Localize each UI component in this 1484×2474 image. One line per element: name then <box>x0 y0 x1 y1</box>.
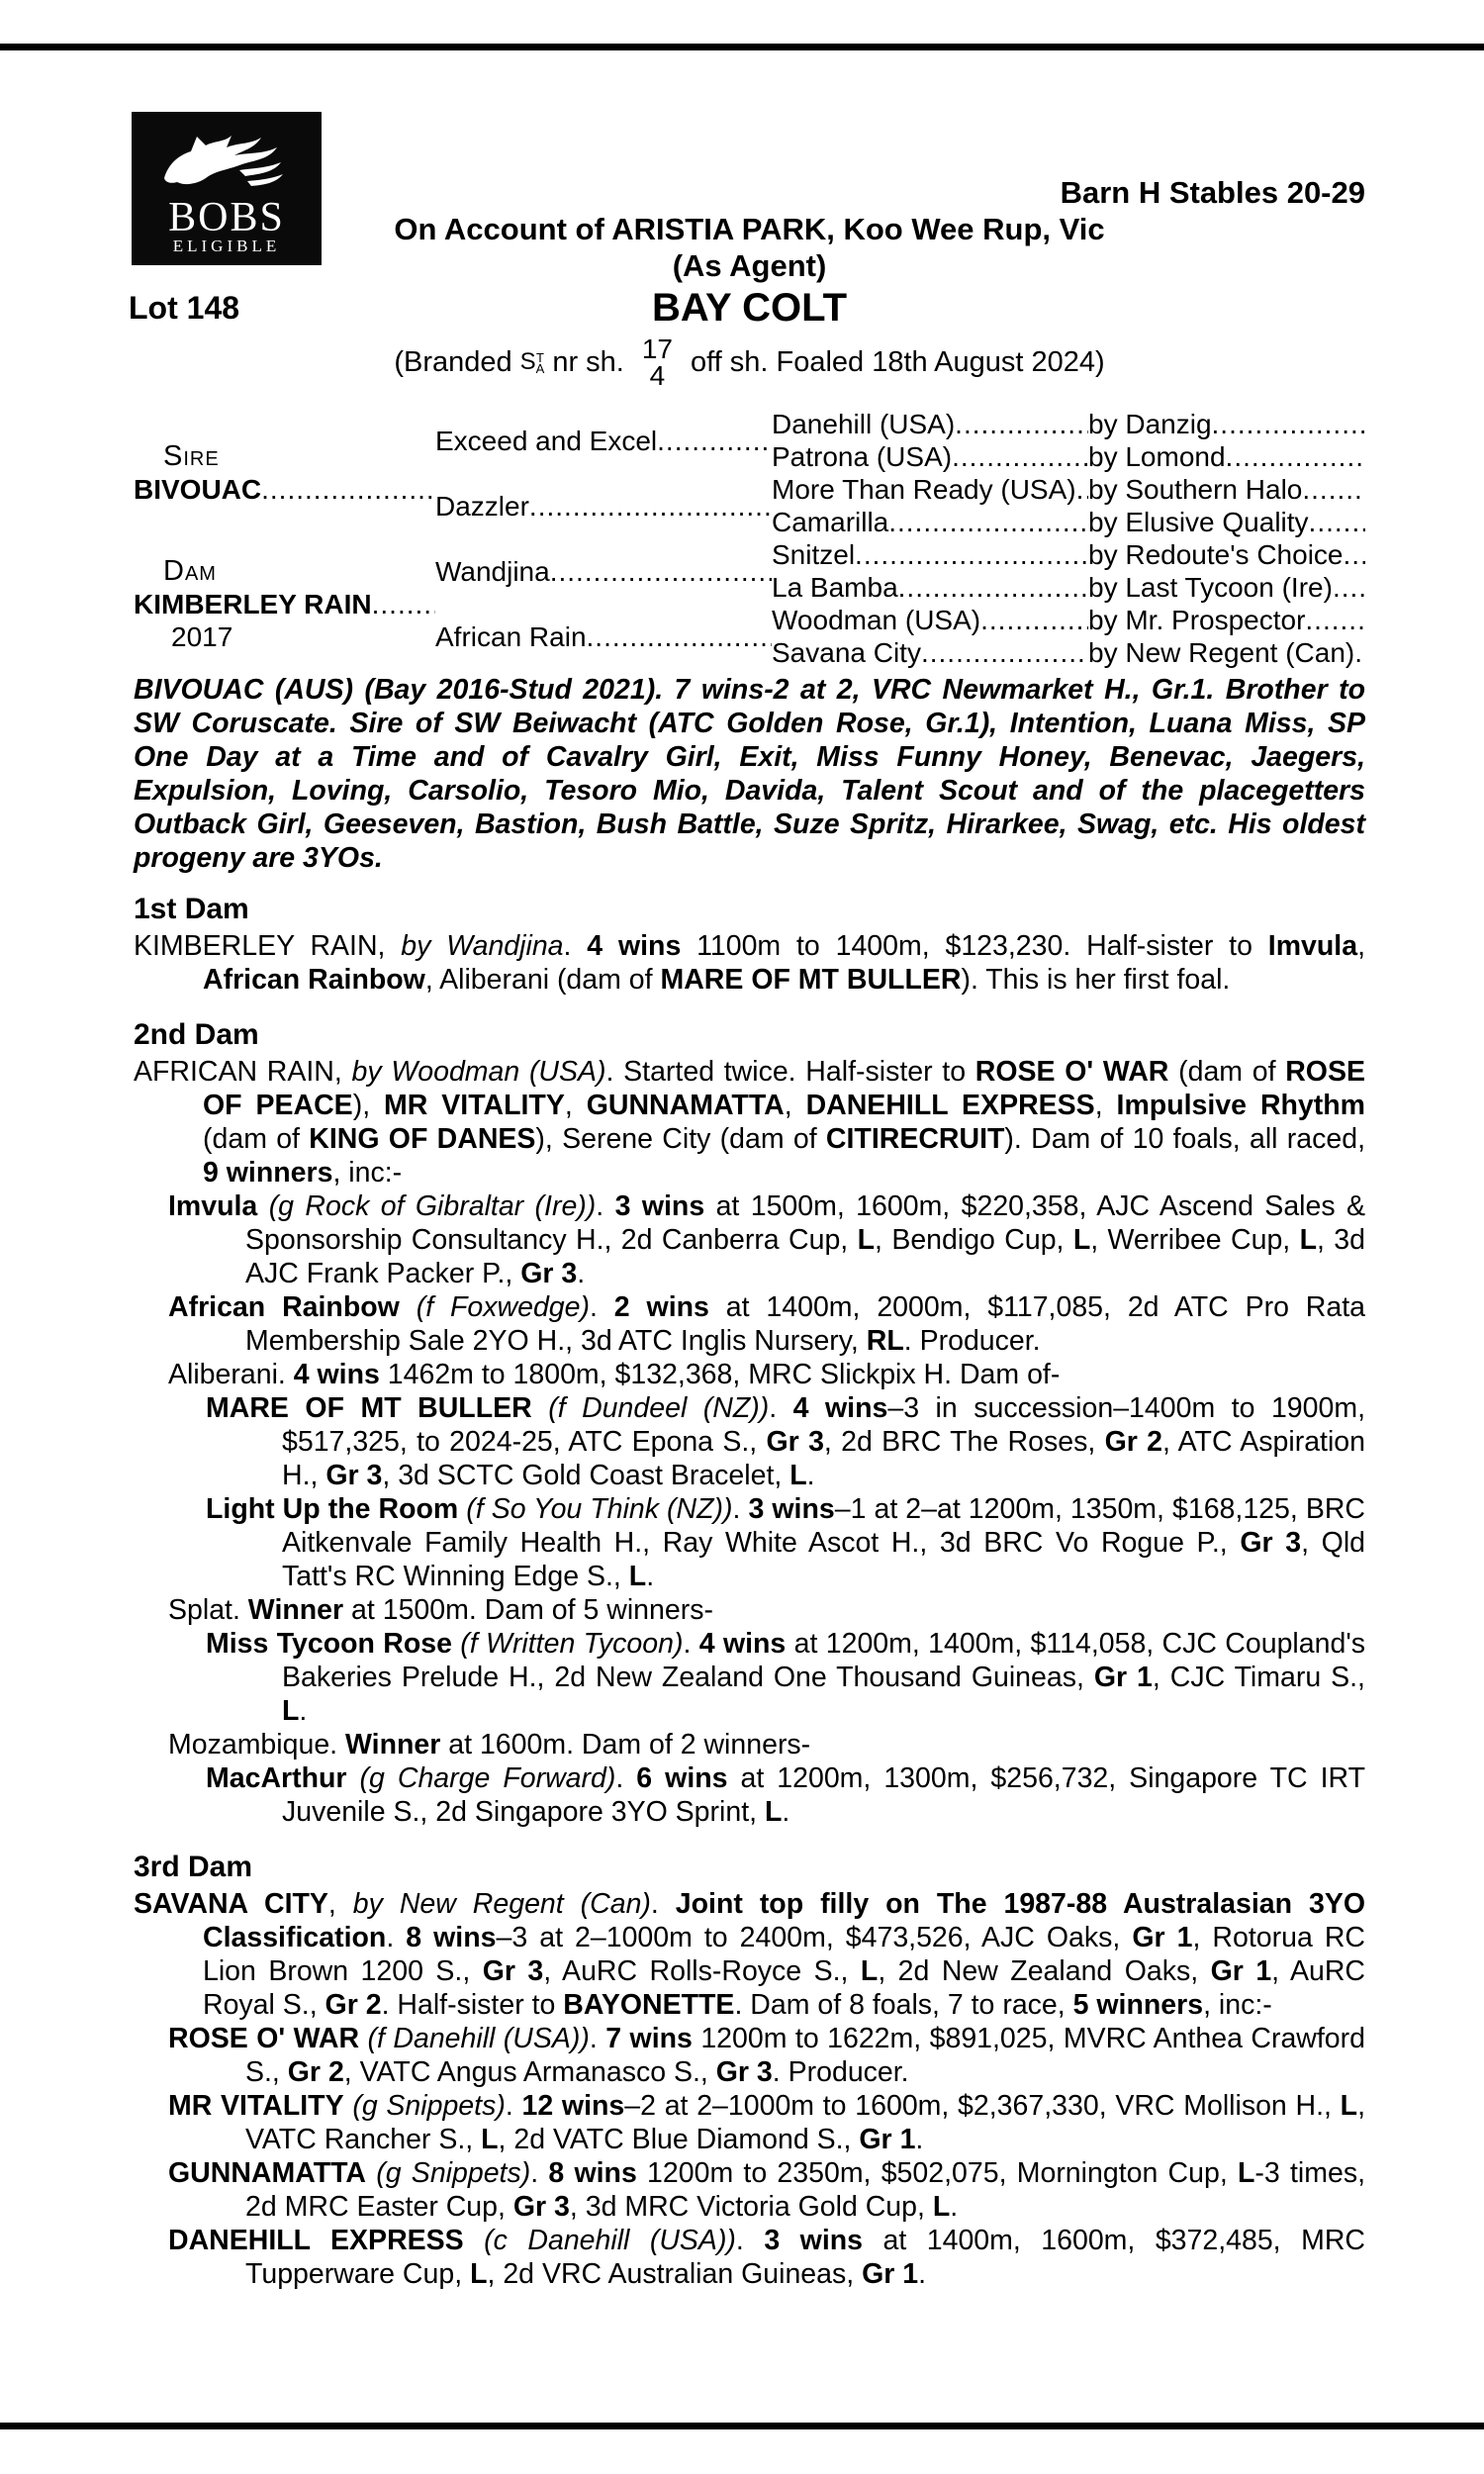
dot-leader <box>1354 636 1365 669</box>
text-segment: -3 times, 2d MRC Easter Cup, <box>245 2157 1365 2223</box>
text-segment: ), Serene City (dam of <box>535 1123 826 1155</box>
text-segment: SAVANA CITY <box>134 1888 328 1920</box>
text-segment: L <box>282 1695 300 1727</box>
text-segment: , Qld Tatt's RC Winning Edge S., <box>282 1527 1366 1592</box>
text-segment <box>464 2225 484 2256</box>
text-segment: 3 wins <box>764 2225 864 2256</box>
text-segment <box>359 2023 367 2054</box>
text-segment: Joint top filly on The 1987-88 Australasian 3YO Classification <box>203 1888 1366 1953</box>
text-segment: , Bendigo Cup, <box>875 1224 1073 1256</box>
text-segment: (f Written Tycoon) <box>460 1628 684 1660</box>
pedigree-paragraph <box>134 1728 1365 1761</box>
text-segment: MR VITALITY <box>168 2090 344 2122</box>
branded-mid: nr sh. <box>552 345 624 378</box>
text-segment: Gr 1 <box>862 2258 919 2290</box>
bobs-logo-text: BOBS <box>168 195 285 240</box>
text-segment: Gr 1 <box>1210 1955 1272 1987</box>
text-segment: , ATC Aspiration H., <box>282 1426 1365 1491</box>
text-segment: 4 wins <box>587 930 682 962</box>
pedigree-grandparent <box>772 538 1088 571</box>
dot-leader <box>1344 538 1366 571</box>
text-segment: , <box>564 1090 587 1121</box>
text-segment: . <box>299 1695 308 1727</box>
dam-block <box>134 538 435 669</box>
text-segment: , AuRC Royal S., <box>203 1955 1365 2021</box>
text-segment: 8 wins <box>548 2157 637 2189</box>
text-segment: Gr 2 <box>287 2056 344 2088</box>
pedigree-paragraph <box>134 1055 1365 1189</box>
dot-leader <box>1076 473 1088 506</box>
pedigree-paragraph <box>134 929 1365 997</box>
text-segment: Gr 2 <box>1104 1426 1162 1458</box>
text-segment: . <box>563 930 588 962</box>
text-segment: Gr 3 <box>482 1955 544 1987</box>
text-segment: L <box>628 1561 647 1592</box>
pedigree-by-sire <box>1088 506 1365 538</box>
text-segment: Gr 1 <box>1093 1662 1153 1693</box>
text-segment: . Producer. <box>903 1325 1041 1357</box>
pedigree-paragraph <box>134 1290 1365 1358</box>
pedigree-by-sire <box>1088 604 1365 636</box>
sire-blurb <box>134 673 1365 875</box>
text-segment: . <box>683 1628 699 1660</box>
text-segment: Gr 1 <box>859 2124 916 2155</box>
text-segment: Winner <box>247 1594 344 1626</box>
text-segment: –3 in succession–1400m to 1900m, $517,325, to 2024-25, ATC Epona S., <box>282 1392 1366 1458</box>
text-segment: . <box>950 2191 959 2223</box>
text-segment: –1 at 2–at 1200m, 1350m, $168,125, BRC Aitkenvale Family Health H., Ray White Ascot H., 3d BRC Vo Rogue P., <box>282 1493 1366 1559</box>
text-segment: MARE OF MT BULLER <box>206 1392 532 1424</box>
grandparent-name: Savana City <box>772 637 921 668</box>
branded-line <box>134 335 1365 389</box>
text-segment: 8 wins <box>406 1922 497 1953</box>
dot-leader <box>1212 408 1365 440</box>
text-segment: , VATC Rancher S., <box>245 2090 1366 2155</box>
text-segment: GUNNAMATTA <box>168 2157 366 2189</box>
text-segment: . <box>650 1888 676 1920</box>
text-segment: AFRICAN RAIN, <box>134 1056 352 1088</box>
text-segment: ROSE O' WAR <box>168 2023 360 2054</box>
dam-foaling-year: 2017 <box>171 620 233 652</box>
text-segment: L <box>481 2124 499 2155</box>
text-segment: Gr 2 <box>325 1989 382 2021</box>
text-segment: ROSE O' WAR <box>974 1056 1169 1088</box>
text-segment: , 2d VRC Australian Guineas, <box>487 2258 863 2290</box>
text-segment: , Aliberani (dam of <box>424 964 661 996</box>
text-segment: Aliberani. <box>168 1359 294 1390</box>
text-segment: , <box>784 1090 806 1121</box>
text-segment: KING OF DANES <box>309 1123 536 1155</box>
pedigree-grandparent <box>772 604 1088 636</box>
by-sire-name: by Elusive Quality <box>1088 507 1309 537</box>
text-segment: . <box>782 1796 790 1828</box>
text-segment: . <box>386 1922 407 1953</box>
text-segment: , 3d SCTC Gold Coast Bracelet, <box>382 1460 790 1491</box>
text-segment: . <box>646 1561 655 1592</box>
pedigree-parent <box>435 538 772 604</box>
text-segment: Gr 3 <box>766 1426 824 1458</box>
pedigree-by-sire <box>1088 538 1365 571</box>
text-segment: Impulsive Rhythm <box>1116 1090 1366 1121</box>
text-segment: ). Dam of 10 foals, all raced, <box>1004 1123 1365 1155</box>
brand-number-top: 17 <box>641 333 673 364</box>
pedigree-by-sire <box>1088 473 1365 506</box>
text-segment: Winner <box>345 1729 441 1760</box>
text-segment: by New Regent (Can) <box>352 1888 651 1920</box>
pedigree-grandparent <box>772 473 1088 506</box>
lot-header <box>0 50 1484 399</box>
pedigree-parent <box>435 408 772 473</box>
dot-leader <box>587 620 772 653</box>
dot-leader <box>921 636 1088 669</box>
text-segment: ), <box>352 1090 385 1121</box>
grandparent-name: Camarilla <box>772 507 889 537</box>
grandparent-name: Snitzel <box>772 539 856 570</box>
text-segment: Splat. <box>168 1594 248 1626</box>
text-segment <box>400 1291 417 1323</box>
text-segment: Light Up the Room <box>206 1493 459 1525</box>
text-segment: L <box>764 1796 783 1828</box>
pedigree-grandparent <box>772 636 1088 669</box>
text-segment: MARE OF MT BULLER <box>660 964 962 996</box>
pedigree-paragraph <box>134 1492 1365 1593</box>
text-segment: (g Snippets) <box>376 2157 531 2189</box>
dot-leader <box>952 440 1088 473</box>
brand-letter: T <box>536 350 544 365</box>
text-segment: 3 wins <box>748 1493 835 1525</box>
pedigree-paragraph <box>134 1358 1365 1391</box>
text-segment: 6 wins <box>636 1762 728 1794</box>
text-segment: at 1500m, 1600m, $220,358, AJC Ascend Sales & Sponsorship Consultancy H., 2d Canberra Cup, <box>245 1190 1365 1256</box>
brand-letter: A <box>535 361 545 376</box>
text-segment: L <box>1072 1224 1091 1256</box>
text-segment: 12 wins <box>521 2090 625 2122</box>
text-segment: 3 wins <box>614 1190 705 1222</box>
text-segment: 9 winners <box>203 1157 333 1189</box>
text-segment: BAYONETTE <box>563 1989 735 2021</box>
text-segment: Mozambique. <box>168 1729 346 1760</box>
brand-number-off-shoulder <box>642 335 673 389</box>
text-segment: , Rotorua RC Lion Brown 1200 S., <box>203 1922 1366 1987</box>
text-segment: 1200m to 2350m, $502,075, Mornington Cup, <box>636 2157 1238 2189</box>
text-segment: (f Danehill (USA)) <box>367 2023 590 2054</box>
dam-name: KIMBERLEY RAIN <box>134 588 372 619</box>
grandparent-name: Woodman (USA) <box>772 605 981 635</box>
brand-mark-near-shoulder <box>520 350 545 374</box>
text-segment: L <box>1340 2090 1358 2122</box>
text-segment: DANEHILL EXPRESS <box>805 1090 1095 1121</box>
parent-name: African Rain <box>435 620 587 652</box>
text-segment: GUNNAMATTA <box>586 1090 785 1121</box>
text-segment: L <box>857 1224 876 1256</box>
dam-sections <box>134 893 1365 2291</box>
sire-block <box>134 408 435 538</box>
text-segment: BIVOUAC (AUS) (Bay 2016-Stud 2021). 7 wins-2 at 2, VRC Newmarket H., Gr.1. Brother to SW Coruscate. Sire of SW Beiwacht (ATC Golden Rose, Gr.1), Intention, Luana Miss, SP One Day at a Time and of Cavalry Girl, Exit, Miss Funny Honey, Benevac, Jaegers, Expulsion, Loving, Carsolio, Tesoro Mio, Davida, Talent Scout and of the placegetters Outback Girl, Geeseven, Bastion, Bush Battle, Suze Spritz, Hirarkee, Swag, etc. His oldest progeny are 3YOs. <box>134 674 1365 874</box>
pedigree-grandparent <box>772 408 1088 440</box>
text-segment: . <box>915 2124 924 2155</box>
dam-section-heading: 1st Dam <box>134 893 249 925</box>
text-segment: . <box>590 1291 614 1323</box>
text-segment: . <box>596 1190 615 1222</box>
grandparent-name: La Bamba <box>772 572 898 603</box>
text-segment: . <box>769 1392 793 1424</box>
text-segment: RL <box>866 1325 904 1357</box>
sire-label: Sire <box>163 440 220 472</box>
text-segment: , VATC Angus Armanasco S., <box>343 2056 716 2088</box>
text-segment: . Half-sister to <box>381 1989 564 2021</box>
pedigree-grandparent <box>772 440 1088 473</box>
text-segment: CITIRECRUIT <box>825 1123 1005 1155</box>
text-segment: –2 at 2–1000m to 1600m, $2,367,330, VRC Mollison H., <box>624 2090 1341 2122</box>
text-segment: , 3d AJC Frank Packer P., <box>245 1224 1365 1289</box>
text-segment: at 1200m, 1300m, $256,732, Singapore TC IRT Juvenile S., 2d Singapore 3YO Sprint, <box>282 1762 1365 1828</box>
text-segment: L <box>1237 2157 1255 2189</box>
branded-suffix: off sh. Foaled 18th August 2024) <box>691 345 1105 378</box>
text-segment: at 1600m. Dam of 2 winners- <box>440 1729 811 1760</box>
text-segment: . <box>530 2157 549 2189</box>
text-segment: L <box>860 1955 879 1987</box>
dam-section-heading: 3rd Dam <box>134 1851 253 1883</box>
text-segment: (g Charge Forward) <box>359 1762 616 1794</box>
dot-leader <box>955 408 1088 440</box>
text-segment: Gr 3 <box>520 1258 578 1289</box>
text-segment: MR VITALITY <box>384 1090 565 1121</box>
pedigree-paragraph <box>134 1189 1365 1290</box>
grandparent-name: Patrona (USA) <box>772 441 953 472</box>
text-segment: . <box>589 2023 606 2054</box>
dot-leader <box>898 571 1088 604</box>
text-segment: , CJC Timaru S., <box>1152 1662 1365 1693</box>
text-segment: L <box>789 1460 807 1491</box>
text-segment: Gr 3 <box>1240 1527 1302 1559</box>
text-segment: 1200m to 1622m, $891,025, MVRC Anthea Crawford S., <box>245 2023 1366 2088</box>
text-segment: , inc:- <box>1203 1989 1272 2021</box>
text-segment: at 1500m. Dam of 5 winners- <box>343 1594 713 1626</box>
text-segment: . <box>735 2225 765 2256</box>
text-segment: . Dam of 8 foals, 7 to race, <box>734 1989 1073 2021</box>
text-segment: L <box>932 2191 951 2223</box>
text-segment: , <box>327 1888 353 1920</box>
text-segment: at 1200m, 1400m, $114,058, CJC Coupland's Bakeries Prelude H., 2d New Zealand One Thousand Guineas, <box>282 1628 1366 1693</box>
text-segment: , <box>1357 930 1365 962</box>
text-segment: (dam of <box>203 1123 310 1155</box>
dot-leader <box>372 588 435 620</box>
by-sire-name: by Lomond <box>1088 441 1226 472</box>
pedigree-table <box>134 408 1365 669</box>
text-segment: –3 at 2–1000m to 2400m, $473,526, AJC Oaks, <box>496 1922 1133 1953</box>
text-segment: African Rainbow <box>203 964 425 996</box>
text-segment: , inc:- <box>332 1157 403 1189</box>
lot-number: Lot 148 <box>129 290 240 326</box>
text-segment <box>347 1762 360 1794</box>
dot-leader <box>657 425 772 457</box>
lot-title-row <box>129 286 1365 331</box>
dot-leader <box>1305 604 1365 636</box>
text-segment: . <box>806 1460 815 1491</box>
pedigree-by-sire <box>1088 571 1365 604</box>
branded-prefix: (Branded <box>394 345 512 378</box>
text-segment: (f Dundeel (NZ)) <box>548 1392 770 1424</box>
text-segment: L <box>470 2258 488 2290</box>
text-segment: . <box>615 1762 637 1794</box>
pedigree-grandparent <box>772 506 1088 538</box>
pedigree-by-sire <box>1088 440 1365 473</box>
text-segment: , 2d VATC Blue Diamond S., <box>498 2124 860 2155</box>
text-segment: African Rainbow <box>168 1291 400 1323</box>
dot-leader <box>550 555 772 588</box>
top-rule <box>0 44 1484 50</box>
text-segment: , Werribee Cup, <box>1090 1224 1300 1256</box>
text-segment: Miss Tycoon Rose <box>206 1628 452 1660</box>
pedigree-paragraph <box>134 2156 1365 2224</box>
text-segment: 5 winners <box>1072 1989 1204 2021</box>
text-segment: (c Danehill (USA)) <box>484 2225 736 2256</box>
text-segment: Gr 3 <box>325 1460 383 1491</box>
text-segment: KIMBERLEY RAIN, <box>134 930 402 962</box>
text-segment: (dam of <box>1168 1056 1286 1088</box>
text-segment: 4 wins <box>792 1392 888 1424</box>
bottom-rule <box>0 2423 1484 2429</box>
by-sire-name: by New Regent (Can) <box>1088 637 1355 668</box>
dot-leader <box>261 473 435 506</box>
dot-leader <box>1226 440 1365 473</box>
text-segment <box>366 2157 376 2189</box>
text-segment: , AuRC Rolls-Royce S., <box>543 1955 861 1987</box>
dot-leader <box>1333 571 1365 604</box>
text-segment: . Producer. <box>772 2056 909 2088</box>
pedigree-paragraph <box>134 1627 1365 1728</box>
vendor-account-line: On Account of ARISTIA PARK, Koo Wee Rup, Vic <box>394 212 1105 246</box>
pedigree-paragraph <box>134 1887 1365 2022</box>
text-segment: . Started twice. Half-sister to <box>605 1056 975 1088</box>
text-segment: at 1400m, 1600m, $372,485, MRC Tupperware Cup, <box>245 2225 1365 2290</box>
text-segment: . <box>732 1493 749 1525</box>
text-segment: 1100m to 1400m, $123,230. Half-sister to <box>681 930 1268 962</box>
text-segment: . <box>918 2258 927 2290</box>
text-segment: (g Rock of Gibraltar (Ire)) <box>268 1190 597 1222</box>
pedigree-paragraph <box>134 1593 1365 1627</box>
text-segment: (g Snippets) <box>352 2090 506 2122</box>
text-segment: ROSE OF PEACE <box>203 1056 1365 1121</box>
pedigree-paragraph <box>134 1391 1365 1492</box>
by-sire-name: by Southern Halo <box>1088 474 1303 505</box>
by-sire-name: by Mr. Prospector <box>1088 605 1306 635</box>
brand-number-bottom: 4 <box>649 360 666 391</box>
parent-name: Wandjina <box>435 555 550 587</box>
text-segment: MacArthur <box>206 1762 347 1794</box>
dot-leader <box>1309 506 1365 538</box>
text-segment <box>532 1392 549 1424</box>
pedigree-grandparent <box>772 571 1088 604</box>
pedigree-parent <box>435 473 772 538</box>
text-segment: at 1400m, 2000m, $117,085, 2d ATC Pro Rata Membership Sale 2YO H., 3d ATC Inglis Nursery, <box>245 1291 1366 1357</box>
dot-leader <box>855 538 1088 571</box>
text-segment: , <box>1094 1090 1117 1121</box>
dam-section-heading: 2nd Dam <box>134 1018 259 1051</box>
text-segment: Imvula <box>1267 930 1358 962</box>
text-segment: Gr 3 <box>715 2056 773 2088</box>
text-segment: 4 wins <box>698 1628 787 1660</box>
text-segment: Imvula <box>168 1190 258 1222</box>
sire-name: BIVOUAC <box>134 474 262 505</box>
as-agent-line: (As Agent) <box>672 248 827 283</box>
pedigree-paragraph <box>134 1761 1365 1829</box>
text-segment: , 2d BRC The Roses, <box>823 1426 1105 1458</box>
bobs-eligible-text: ELIGIBLE <box>172 237 281 255</box>
text-segment: ). This is her first foal. <box>961 964 1231 996</box>
pedigree-paragraph <box>134 673 1365 875</box>
brand-letter: S <box>519 348 536 375</box>
text-segment: . <box>577 1258 586 1289</box>
text-segment: 2 wins <box>613 1291 709 1323</box>
bobs-horse-icon <box>152 125 301 196</box>
parent-name: Exceed and Excel <box>435 425 658 456</box>
text-segment: L <box>1299 1224 1318 1256</box>
pedigree-paragraph <box>134 2089 1365 2156</box>
pedigree-by-sire <box>1088 408 1365 440</box>
pedigree-parent <box>435 604 772 669</box>
text-segment: 7 wins <box>605 2023 693 2054</box>
page-title: BAY COLT <box>651 286 848 330</box>
by-sire-name: by Redoute's Choice <box>1088 539 1344 570</box>
text-segment <box>257 1190 268 1222</box>
by-sire-name: by Danzig <box>1088 409 1212 439</box>
barn-stables-label: Barn H Stables 20-29 <box>1060 175 1365 210</box>
pedigree-paragraph <box>134 2224 1365 2291</box>
text-segment: . <box>505 2090 522 2122</box>
grandparent-name: More Than Ready (USA) <box>772 474 1076 505</box>
by-sire-name: by Last Tycoon (Ire) <box>1088 572 1333 603</box>
pedigree-paragraph <box>134 2022 1365 2089</box>
text-segment: Gr 1 <box>1132 1922 1193 1953</box>
text-segment: (f So You Think (NZ)) <box>466 1493 733 1525</box>
text-segment: Gr 3 <box>512 2191 570 2223</box>
dam-label: Dam <box>163 554 217 587</box>
pedigree-by-sire <box>1088 636 1365 669</box>
text-segment: (f Foxwedge) <box>416 1291 590 1323</box>
dot-leader <box>529 490 772 523</box>
text-segment: by Woodman (USA) <box>351 1056 606 1088</box>
text-segment: , 3d MRC Victoria Gold Cup, <box>569 2191 933 2223</box>
text-segment: 1462m to 1800m, $132,368, MRC Slickpix H. Dam of- <box>379 1359 1061 1390</box>
parent-name: Dazzler <box>435 490 529 522</box>
text-segment: , 2d New Zealand Oaks, <box>878 1955 1211 1987</box>
text-segment: 4 wins <box>293 1359 380 1390</box>
dot-leader <box>980 604 1088 636</box>
text-segment: by Wandjina <box>401 930 564 962</box>
grandparent-name: Danehill (USA) <box>772 409 956 439</box>
dot-leader <box>1302 473 1365 506</box>
dot-leader <box>888 506 1088 538</box>
text-segment: DANEHILL EXPRESS <box>168 2225 464 2256</box>
